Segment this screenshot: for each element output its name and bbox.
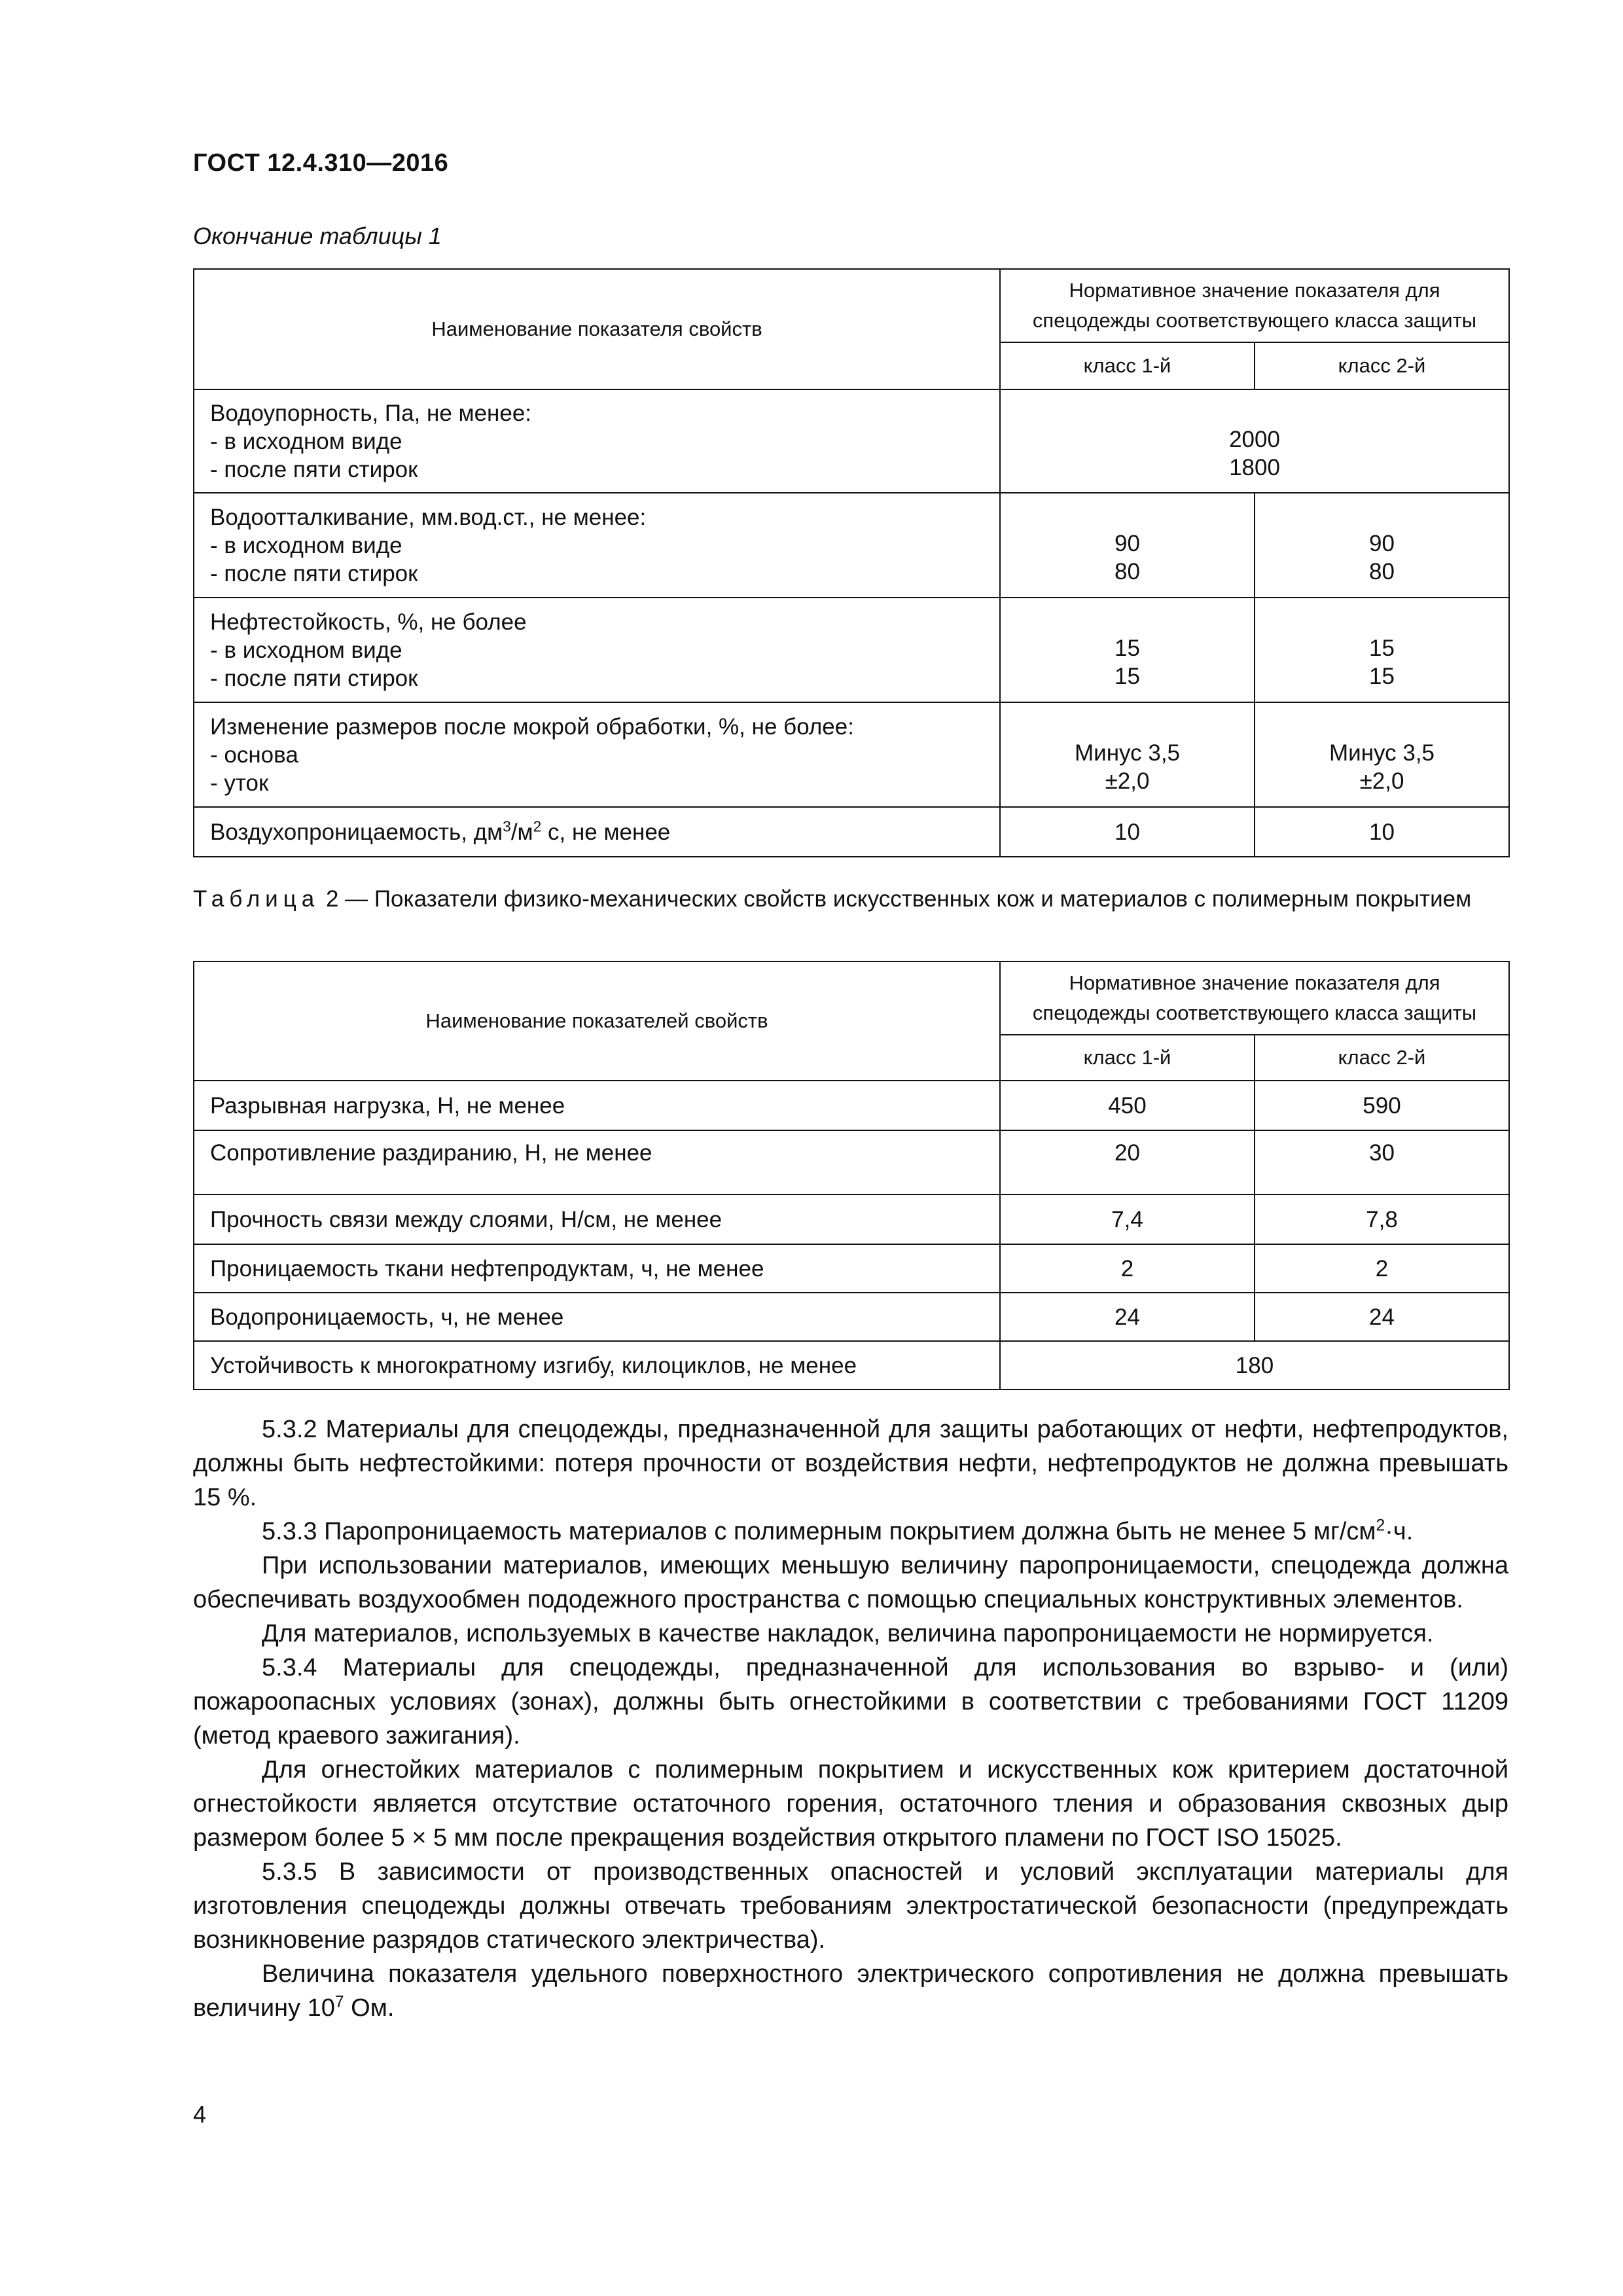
table1-row-name: Водоотталкивание, мм.вод.ст., не менее: - в исходном виде - после пяти стирок (194, 493, 1000, 598)
paragraph: Величина показателя удельного поверхностного электрического сопротивления не должна превышать величину $10^7$ Ом. (193, 1960, 1508, 2022)
table2-class2-value: 7,8 (1255, 1194, 1509, 1244)
page-number: 4 (193, 2101, 207, 2128)
table1-class1-value: 90 80 (1000, 493, 1255, 598)
table1-row-name: Водоупорность, Па, не менее: - в исходном виде - после пяти стирок (194, 389, 1000, 493)
table1-row-name: Нефтестойкость, %, не более - в исходном виде - после пяти стирок (194, 598, 1000, 702)
table1-row-name: Воздухопроницаемость, $дм^3/м^2$ с, не менее (194, 807, 1000, 857)
table2-class1-value: 450 (1000, 1081, 1255, 1130)
table2-class2-value: 2 (1255, 1244, 1509, 1293)
table2-col-name-header: Наименование показателей свойств (194, 961, 1000, 1081)
table-row (194, 493, 1509, 598)
table1-class2-value: 15 15 (1255, 598, 1509, 702)
paragraph: Для огнестойких материалов с полимерным покрытием и искусственных кож критерием достаточной огнестойкости является отсутствие остаточного горения, остаточного тления и образования сквозных дыр размером более 5 × 5 мм после прекращения воздействия открытого пламени по ГОСТ ISO 15025. (193, 1756, 1508, 1852)
table2-class1-value: 2 (1000, 1244, 1255, 1293)
table-row (194, 1341, 1509, 1390)
table2-class2-value: 590 (1255, 1081, 1509, 1130)
table2-row-name: Сопротивление раздиранию, Н, не менее (194, 1130, 1000, 1194)
paragraph: 5.3.4 Материалы для спецодежды, предназначенной для использования во взрыво- и (или) пожароопасных условиях (зонах), должны быть огнестойкими в соответствии с требованиями ГОСТ 11209 (метод краевого зажигания). (193, 1654, 1508, 1749)
table2-class1-value: 24 (1000, 1293, 1255, 1341)
body-text (193, 1412, 1508, 2025)
table1-class1-value: Минус 3,5 ±2,0 (1000, 702, 1255, 807)
table2-class1-header: класс 1-й (1000, 1035, 1255, 1081)
paragraph: 5.3.2 Материалы для спецодежды, предназначенной для защиты работающих от нефти, нефтепродуктов, должны быть нефтестойкими: потеря прочности от воздействия нефти, нефтепродуктов не должна превышать 15 %. (193, 1416, 1508, 1511)
table-row (194, 807, 1509, 857)
table1-row-name: Изменение размеров после мокрой обработки, %, не более: - основа - уток (194, 702, 1000, 807)
table-row (194, 702, 1509, 807)
table1-class2-value: 90 80 (1255, 493, 1509, 598)
table-row (194, 1194, 1509, 1244)
paragraph: 5.3.3 Паропроницаемость материалов с полимерным покрытием должна быть не менее 5 $мг/см^2\cdot ч$. (262, 1516, 1414, 1545)
table-1 (193, 268, 1510, 857)
document-code: ГОСТ 12.4.310—2016 (193, 149, 449, 177)
table1-class2-header: класс 2-й (1255, 342, 1509, 389)
table1-class2-value: 10 (1255, 807, 1509, 857)
table-row (194, 1293, 1509, 1341)
table2-row-name: Проницаемость ткани нефтепродуктам, ч, не менее (194, 1244, 1000, 1293)
table1-merged-value: 2000 1800 (1000, 389, 1509, 493)
table2-class2-value: 24 (1255, 1293, 1509, 1341)
table1-class1-value: 15 15 (1000, 598, 1255, 702)
table2-class2-header: класс 2-й (1255, 1035, 1509, 1081)
paragraph: Для материалов, используемых в качестве накладок, величина паропроницаемости не нормируется. (262, 1620, 1434, 1647)
table-2 (193, 961, 1510, 1390)
table1-class2-value: Минус 3,5 ±2,0 (1255, 702, 1509, 807)
table-row (194, 1081, 1509, 1130)
table2-row-name: Водопроницаемость, ч, не менее (194, 1293, 1000, 1341)
table-row (194, 598, 1509, 702)
table-row (194, 389, 1509, 493)
table1-class1-header: класс 1-й (1000, 342, 1255, 389)
table2-row-name: Прочность связи между слоями, Н/см, не менее (194, 1194, 1000, 1244)
table-row (194, 1244, 1509, 1293)
table2-class2-value: 30 (1255, 1130, 1509, 1194)
table1-col-name-header: Наименование показателя свойств (194, 269, 1000, 389)
table2-title: Таблица 2 — Показатели физико-механических свойств искусственных кож и материалов с полимерным покрытием (193, 886, 1472, 912)
paragraph: 5.3.5 В зависимости от производственных опасностей и условий эксплуатации материалы для изготовления спецодежды должны отвечать требованиям электростатической безопасности (предупреждать возникновение разрядов статического электричества). (193, 1858, 1508, 1954)
paragraph: При использовании материалов, имеющих меньшую величину паропроницаемости, спецодежда должна обеспечивать воздухообмен пододежного пространства с помощью специальных конструктивных элементов. (193, 1552, 1508, 1613)
table2-class1-value: 7,4 (1000, 1194, 1255, 1244)
table2-merged-value: 180 (1000, 1341, 1509, 1390)
table1-caption: Окончание таблицы 1 (193, 223, 442, 249)
table1-class1-value: 10 (1000, 807, 1255, 857)
table-row (194, 1130, 1509, 1194)
table2-class1-value: 20 (1000, 1130, 1255, 1194)
table1-norm-header: Нормативное значение показателя для спецодежды соответствующего класса защиты (1000, 269, 1509, 342)
table2-row-name: Разрывная нагрузка, Н, не менее (194, 1081, 1000, 1130)
table2-norm-header: Нормативное значение показателя для спецодежды соответствующего класса защиты (1000, 961, 1509, 1035)
table2-row-name: Устойчивость к многократному изгибу, килоциклов, не менее (194, 1341, 1000, 1390)
